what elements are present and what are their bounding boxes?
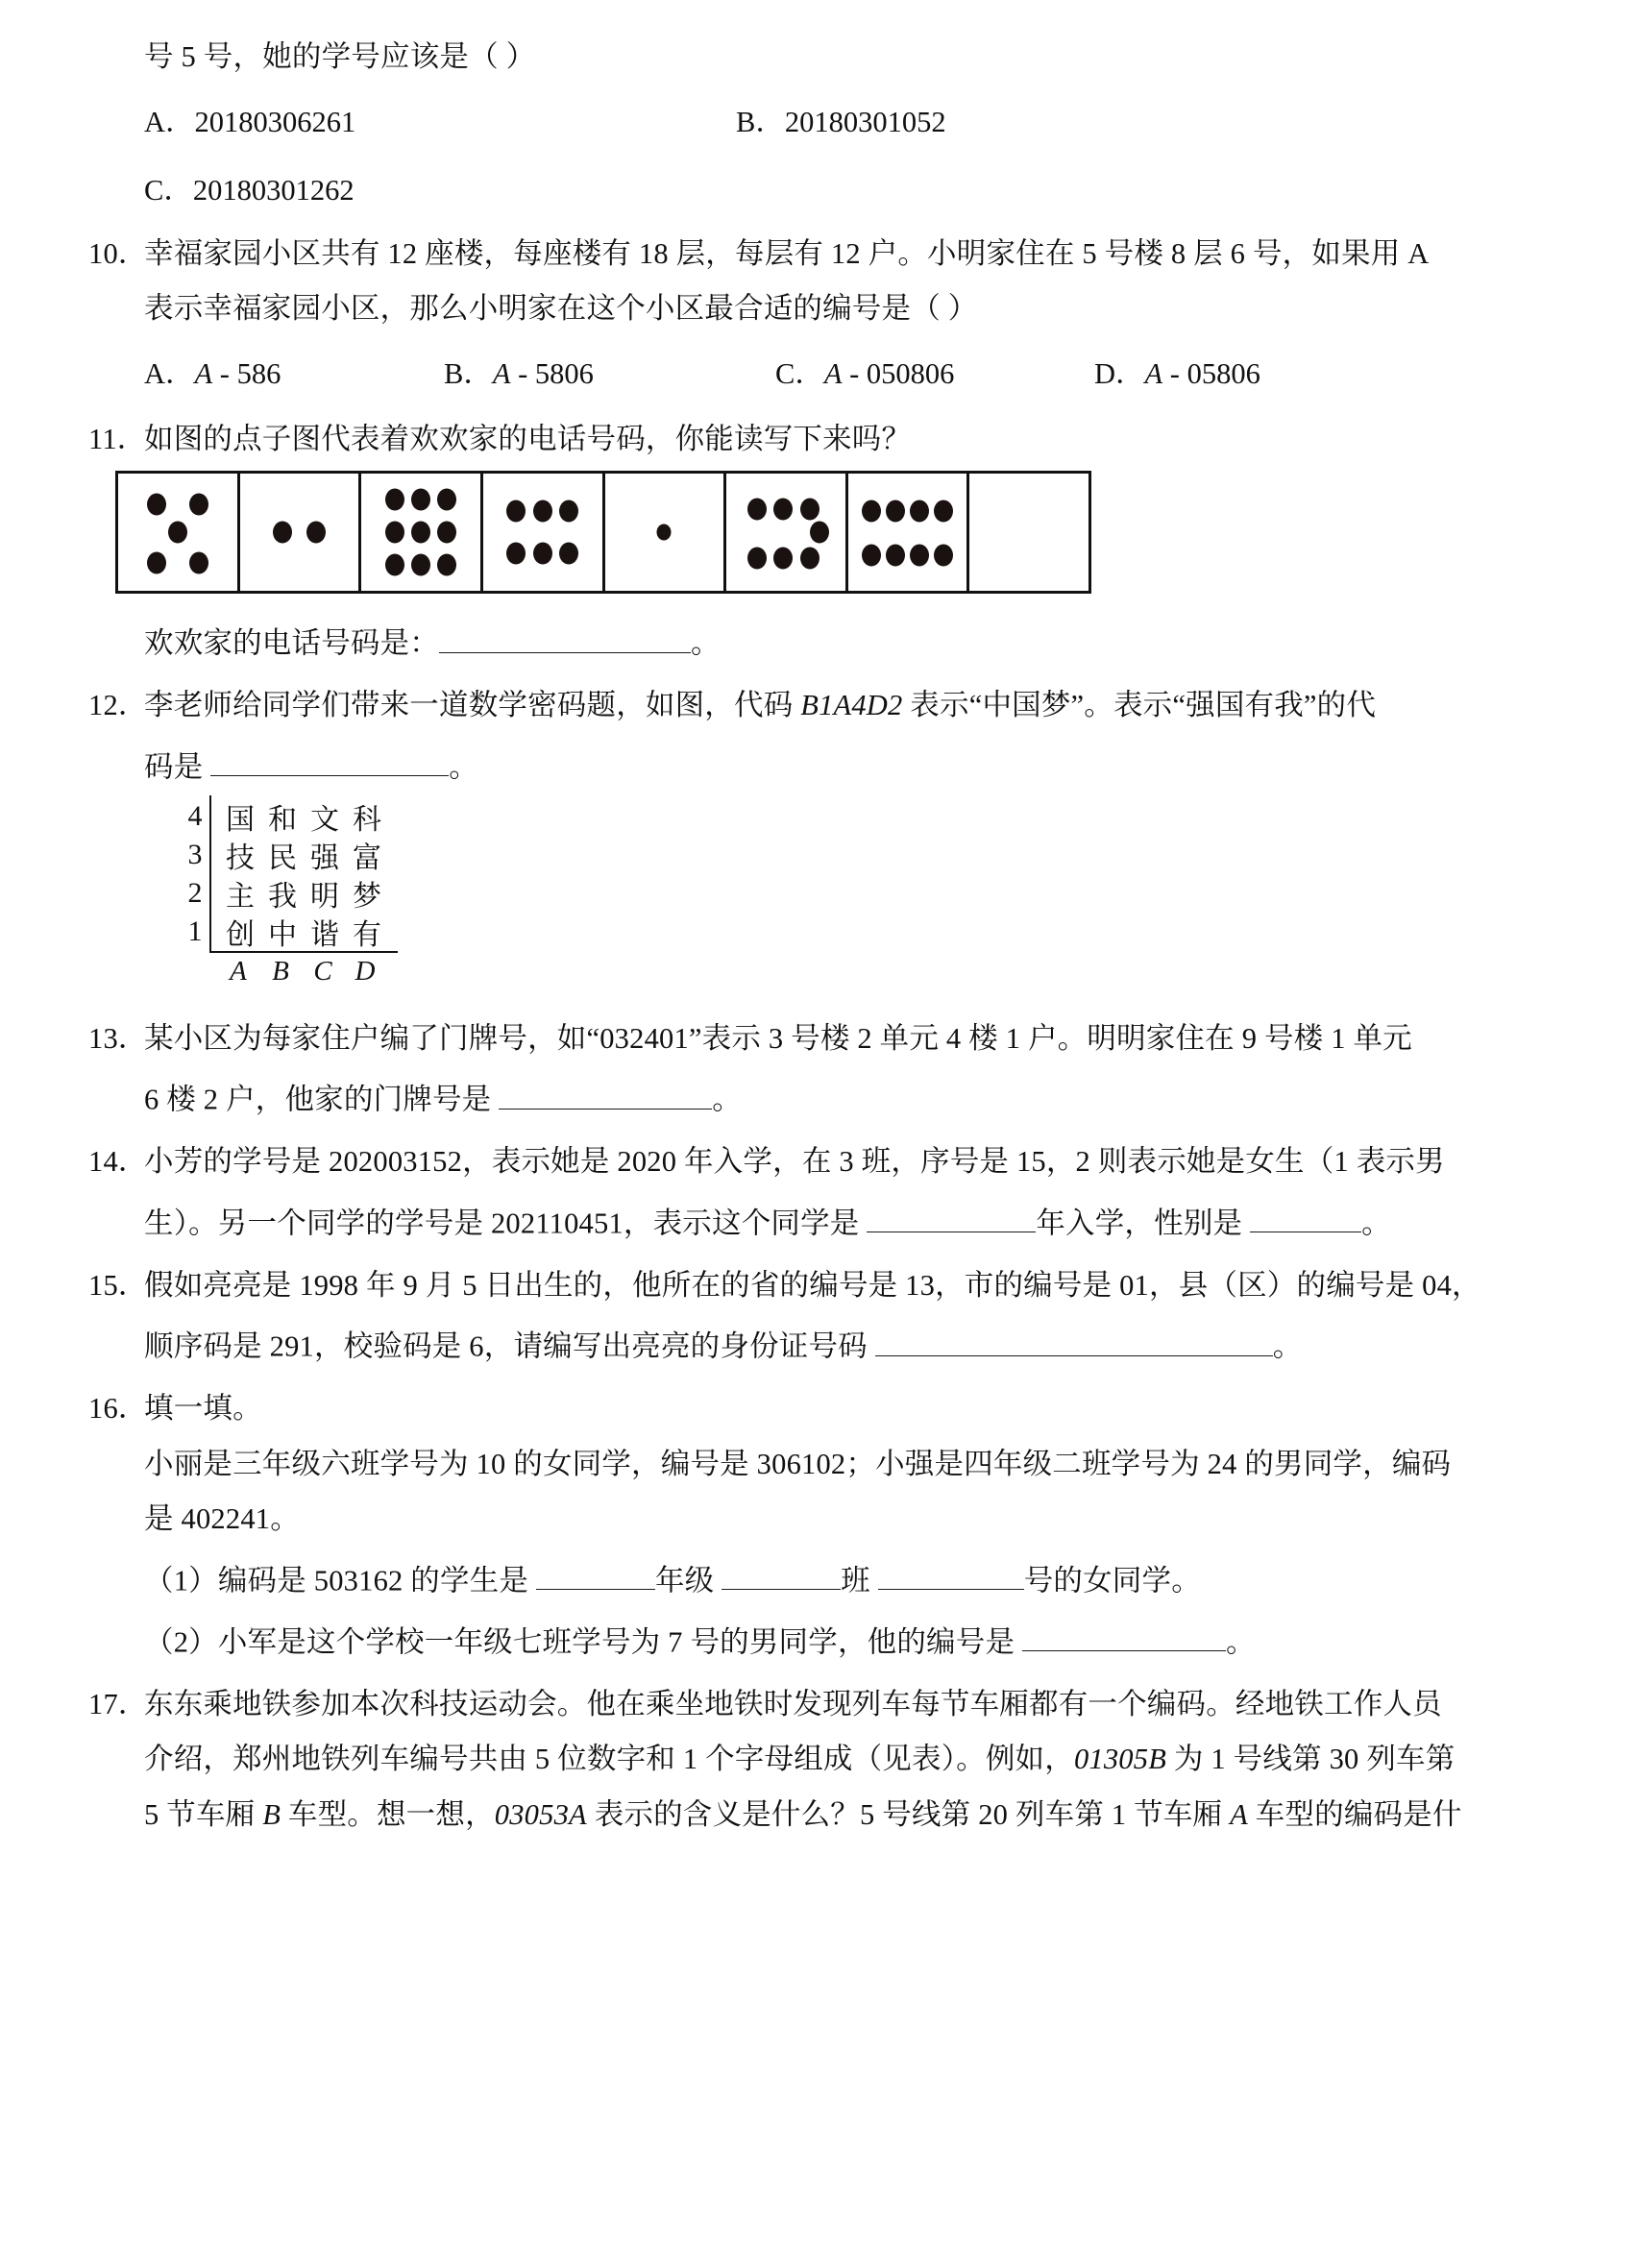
code-grid-cell: 主 (226, 880, 255, 913)
dot-mark (800, 547, 820, 569)
dot-mark (437, 554, 456, 576)
dot-cell (240, 474, 362, 591)
dot-mark (886, 545, 905, 567)
dot-mark (773, 547, 793, 569)
dot-mark (862, 500, 881, 523)
dot-cell (605, 474, 727, 591)
q17-code-example-2: 03053A (494, 1797, 587, 1831)
code-grid-col-label: D (355, 955, 376, 987)
q10-option-c-symbol: A (823, 356, 843, 390)
q14-stem-line2b: 年入学，性别是 (1036, 1207, 1251, 1239)
code-grid-cell: 国 (226, 803, 255, 836)
q10-option-a-rest: - 586 (212, 356, 281, 390)
q10-option-d-symbol: A (1144, 356, 1163, 390)
dot-mark (533, 542, 552, 564)
code-grid-col-label: B (272, 955, 289, 987)
code-grid-cell: 科 (353, 803, 381, 836)
dot-mark (147, 493, 166, 515)
code-grid-row (181, 913, 430, 951)
code-grid-cell: 民 (268, 841, 297, 874)
q10-stem-line2: 表示幸福家园小区，那么小明家在这个小区最合适的编号是（ ） (144, 292, 978, 325)
q16-number: 16． (88, 1392, 148, 1425)
q9-option-c[interactable]: C．20180301262 (144, 173, 355, 207)
code-grid-cell: 和 (268, 803, 297, 836)
dot-mark (385, 522, 404, 544)
q10-option-c-prefix: C． (775, 356, 824, 390)
question-16-line2 (88, 1447, 1558, 1480)
q13-stem-line2b: 。 (712, 1083, 742, 1116)
q16-sub1-d: 号的女同学。 (1023, 1564, 1201, 1597)
dot-mark (773, 498, 793, 520)
dot-mark (385, 488, 404, 510)
code-grid-cells (209, 911, 388, 953)
dot-mark (411, 522, 430, 544)
dot-cell (483, 474, 605, 591)
dot-mark (862, 545, 881, 567)
code-grid-cell: 梦 (353, 880, 381, 913)
dot-mark (910, 545, 929, 567)
code-grid-cell: 有 (353, 918, 381, 951)
q16-stem-line2: 小丽是三年级六班学号为 10 的女同学，编号是 306102；小强是四年级二班学号为 24 的男同学，编码 (144, 1447, 1452, 1480)
code-grid-cell: 技 (226, 841, 255, 874)
q10-option-a[interactable] (144, 350, 444, 392)
code-grid-row (181, 874, 430, 913)
dot-mark (189, 551, 208, 573)
question-13-line2 (88, 1079, 1558, 1114)
dot-mark (506, 500, 526, 523)
question-11-answer-line (88, 622, 1558, 658)
q15-answer-blank[interactable] (875, 1326, 1273, 1356)
dot-mark (934, 545, 953, 567)
question-10-options (88, 350, 1558, 392)
code-grid-col-label: C (313, 955, 332, 987)
q15-stem-line2a: 顺序码是 291，校验码是 6，请编写出亮亮的身份证号码 (144, 1329, 875, 1363)
code-grid-row (181, 797, 430, 836)
code-grid-cell: 创 (226, 918, 255, 951)
q11-answer-blank[interactable] (439, 622, 691, 653)
code-grid-row-label: 4 (187, 799, 203, 832)
q9-option-a[interactable]: A．20180306261 (144, 105, 356, 138)
dot-mark (886, 500, 905, 523)
dot-mark (559, 500, 578, 523)
dot-mark (306, 522, 326, 544)
q10-number: 10． (88, 236, 148, 270)
question-9-options-row2 (88, 166, 1558, 208)
code-grid-row-label: 1 (187, 915, 203, 947)
code-grid-column-labels (217, 956, 430, 988)
code-grid-cell: 明 (310, 880, 339, 913)
dot-mark (411, 488, 430, 510)
q14-stem-line2a: 生）。另一个同学的学号是 202110451，表示这个同学是 (144, 1207, 868, 1239)
question-15-line2 (88, 1326, 1558, 1361)
q14-answer-blank-year[interactable] (867, 1203, 1036, 1233)
dot-mark (168, 522, 187, 544)
q16-stem-line3: 是 402241。 (144, 1502, 300, 1535)
dot-mark (800, 498, 820, 520)
q17-stem-line3d: 车型的编码是什 (1247, 1797, 1462, 1831)
question-16-sub1 (88, 1560, 1558, 1596)
question-10-line1 (88, 236, 1558, 270)
dot-mark (385, 554, 404, 576)
question-10-line2 (88, 294, 1558, 324)
code-grid-cell: 富 (353, 841, 381, 874)
question-16-line3 (88, 1504, 1558, 1534)
q17-stem-line3a: 5 节车厢 (144, 1797, 263, 1831)
dot-mark (437, 488, 456, 510)
q9-option-b[interactable]: B．20180301052 (736, 105, 946, 138)
code-grid-cell: 谐 (310, 918, 339, 951)
q17-stem-line2b: 为 1 号线第 30 列车第 (1166, 1743, 1456, 1775)
dot-mark (747, 498, 767, 520)
dot-cell (726, 474, 848, 591)
dot-mark (411, 554, 430, 576)
q17-code-example-1: 01305B (1073, 1743, 1167, 1775)
q14-stem-line1: 小芳的学号是 202003152，表示她是 2020 年入学，在 3 班，序号是 15，2 则表示她是女生（1 表示男 (144, 1145, 1445, 1178)
q11-answer-label: 欢欢家的电话号码是： (144, 626, 439, 660)
q10-stem-line1: 幸福家园小区共有 12 座楼，每座楼有 18 层，每层有 12 户。小明家住在 5 号楼 8 层 6 号，如果用 A (144, 236, 1430, 270)
code-grid-cells (209, 834, 388, 876)
q15-number: 15． (88, 1268, 148, 1302)
q13-stem-line1: 某小区为每家住户编了门牌号，如“032401”表示 3 号楼 2 单元 4 楼 1 户。明明家住在 9 号楼 1 单元 (144, 1021, 1412, 1055)
q17-stem-line3c: 表示的含义是什么？5 号线第 20 列车第 1 节车厢 (586, 1797, 1231, 1831)
question-9-tail (88, 42, 1558, 72)
q10-option-d-rest: - 05806 (1162, 356, 1260, 390)
code-grid-cell: 我 (268, 880, 297, 913)
code-grid-row-label: 3 (187, 838, 203, 870)
q13-number: 13． (88, 1021, 148, 1055)
code-grid-cell: 强 (310, 841, 339, 874)
code-grid-cell: 文 (310, 803, 339, 836)
q16-sub1-blank-class[interactable] (722, 1560, 841, 1591)
q16-sub2-b: 。 (1225, 1625, 1256, 1658)
question-14-line1 (88, 1147, 1558, 1177)
q14-answer-blank-gender[interactable] (1250, 1203, 1361, 1233)
dot-mark (273, 522, 292, 544)
q10-option-c[interactable] (775, 350, 1094, 392)
q12-stem-b: 表示“中国梦”。表示“强国有我”的代 (902, 689, 1377, 721)
code-grid-row (181, 836, 430, 874)
q11-stem-line1: 如图的点子图代表着欢欢家的电话号码，你能读写下来吗？ (144, 422, 912, 455)
dot-mark (559, 542, 578, 564)
question-17-line2 (88, 1744, 1558, 1774)
q17-code-letter-b: B (262, 1797, 281, 1831)
q10-option-d[interactable] (1094, 350, 1260, 392)
q13-stem-line2a: 6 楼 2 户，他家的门牌号是 (144, 1083, 500, 1116)
q12-answer-blank[interactable] (210, 746, 449, 777)
q16-sub1-a: （1）编码是 503162 的学生是 (144, 1564, 536, 1597)
question-17-line3 (88, 1797, 1558, 1831)
q12-number: 12． (88, 689, 148, 721)
page-content (88, 42, 1558, 1829)
q16-sub1-c: 班 (841, 1564, 878, 1597)
question-16-sub2 (88, 1622, 1558, 1657)
q17-stem-line3b: 车型。想一想， (281, 1797, 495, 1831)
q11-answer-suffix: 。 (691, 626, 721, 660)
q17-stem-line1: 东东乘地铁参加本次科技运动会。他在乘坐地铁时发现列车每节车厢都有一个编码。经地铁工作人员 (144, 1687, 1442, 1720)
q17-stem-line2a: 介绍，郑州地铁列车编号共由 5 位数字和 1 个字母组成（见表）。例如， (144, 1743, 1074, 1775)
dot-mark (533, 500, 552, 523)
q15-stem-line1: 假如亮亮是 1998 年 9 月 5 日出生的，他所在的省的编号是 13，市的编号是 01，县（区）的编号是 04， (144, 1268, 1481, 1302)
q16-stem-line1: 填一填。 (144, 1392, 262, 1425)
code-grid-cells (209, 795, 388, 838)
code-grid-figure (181, 797, 430, 988)
question-14-line2 (88, 1203, 1558, 1238)
q14-number: 14． (88, 1145, 148, 1178)
dot-cell (361, 474, 483, 591)
code-grid-cells (209, 872, 388, 915)
q10-option-d-prefix: D． (1094, 356, 1145, 390)
question-13-line1 (88, 1021, 1558, 1055)
code-grid-row-label: 2 (187, 876, 203, 909)
q12-code-example: B1A4D2 (800, 689, 903, 721)
dot-mark (437, 522, 456, 544)
dot-cell (118, 474, 240, 591)
question-17-line1 (88, 1687, 1558, 1720)
q9-stem-line: 号 5 号，她的学号应该是（ ） (144, 40, 536, 73)
q10-option-b-prefix: B． (444, 356, 493, 390)
dot-cell (848, 474, 970, 591)
dot-mark (910, 500, 929, 523)
q12-answer-suffix: 。 (449, 750, 478, 783)
q16-sub1-blank-grade[interactable] (536, 1560, 655, 1591)
q16-sub2-a: （2）小军是这个学校一年级七班学号为 7 号的男同学，他的编号是 (144, 1625, 1022, 1658)
question-15-line1 (88, 1268, 1558, 1302)
dot-mark (189, 493, 208, 515)
question-12-line1 (88, 691, 1558, 720)
q11-number: 11． (88, 422, 147, 455)
q15-stem-line2b: 。 (1272, 1329, 1303, 1363)
question-9-options-row1 (88, 98, 1558, 140)
q16-sub1-b: 年级 (654, 1564, 722, 1597)
question-16-line1 (88, 1394, 1558, 1424)
code-grid-cell: 中 (268, 918, 297, 951)
q12-stem-a: 李老师给同学们带来一道数学密码题，如图，代码 (144, 689, 801, 721)
q10-option-b-symbol: A (492, 356, 511, 390)
q10-option-b-rest: - 5806 (510, 356, 594, 390)
q14-stem-line2c: 。 (1361, 1207, 1391, 1239)
q10-option-c-rest: - 050806 (842, 356, 955, 390)
q16-sub1-blank-number[interactable] (878, 1560, 1024, 1591)
dot-mark (147, 551, 166, 573)
q17-number: 17． (88, 1687, 148, 1720)
q10-option-a-prefix: A． (144, 356, 195, 390)
code-grid-col-label: A (230, 955, 247, 987)
q12-answer-label: 码是 (144, 750, 211, 783)
dot-mark (810, 522, 829, 544)
q10-option-b[interactable] (444, 350, 775, 392)
dot-mark (506, 542, 526, 564)
dot-mark (657, 524, 672, 541)
q10-option-a-symbol: A (194, 356, 213, 390)
question-12-line2 (88, 746, 1558, 782)
q17-code-letter-a: A (1230, 1797, 1248, 1831)
q16-sub2-blank[interactable] (1022, 1622, 1226, 1652)
q13-answer-blank[interactable] (499, 1079, 712, 1110)
question-11-line1 (88, 422, 1558, 455)
dot-cell (969, 474, 1089, 591)
dot-diagram (115, 471, 1091, 594)
dot-mark (747, 547, 767, 569)
dot-mark (934, 500, 953, 523)
